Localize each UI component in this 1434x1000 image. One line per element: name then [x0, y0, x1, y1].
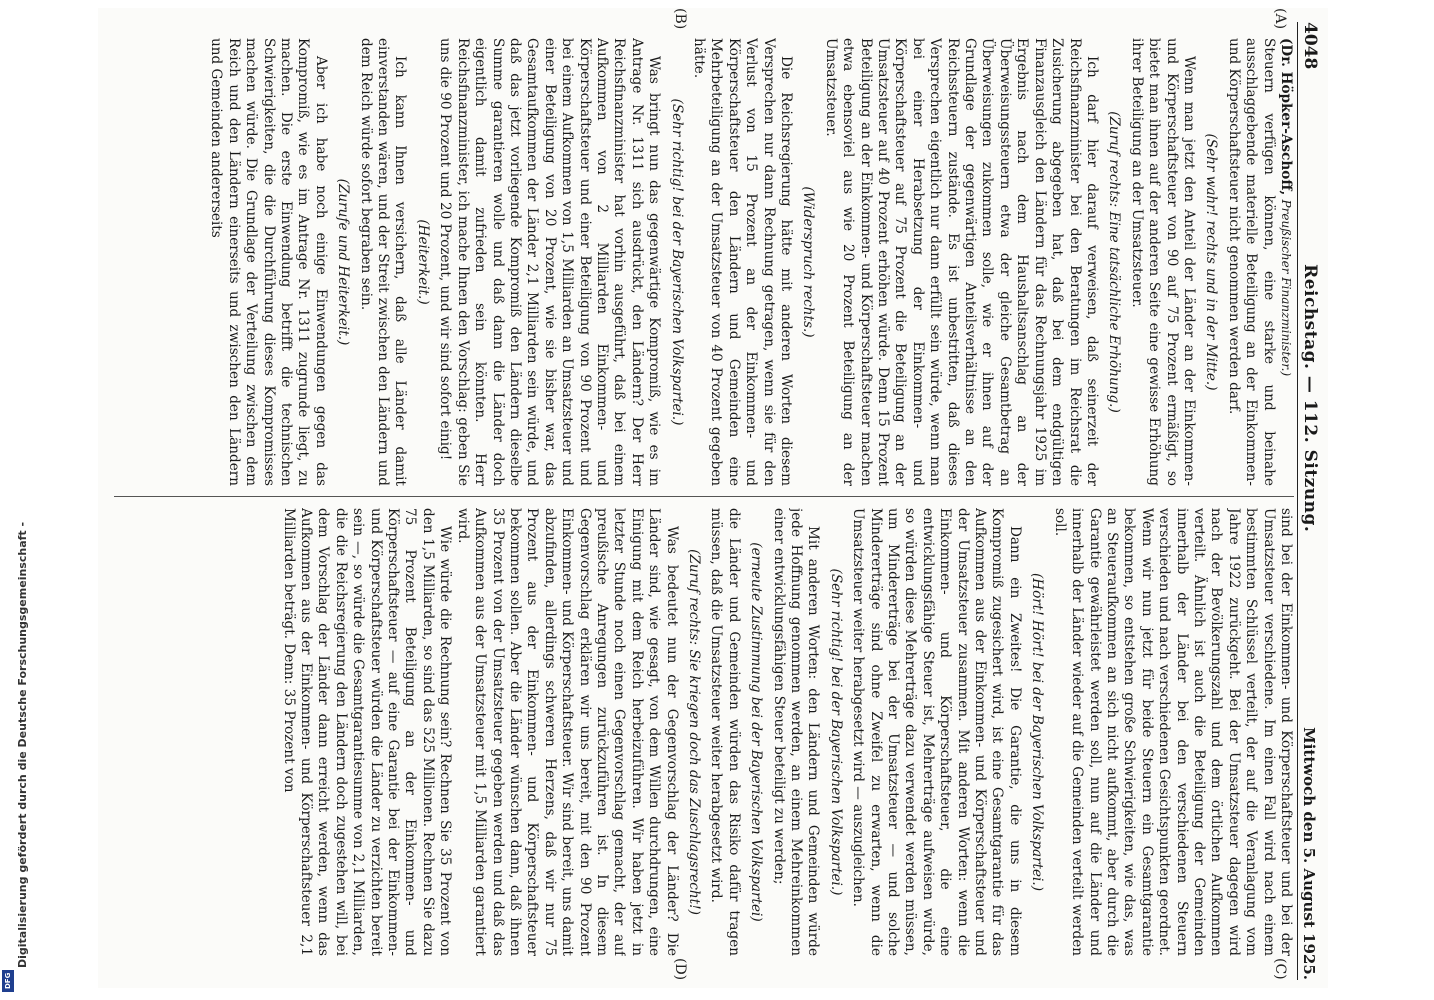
left-column	[114, 38, 1294, 486]
paragraph: Ich kann Ihnen versichern, daß alle Länder damit einverstanden wären, und der Streit zwischen den Ländern und dem Reich würde sofort begraben sein.	[357, 38, 409, 486]
paragraph: Mit anderen Worten: den Ländern und Gemeinden würde jede Hoffnung genommen werden, an einem Mehreinkommen einer entwicklungsfähigen Steuer beteiligt zu werden;	[770, 508, 822, 956]
margin-mark-b: (B)	[672, 8, 688, 30]
interjection: (Zuruf rechts: Sie kriegen doch das Zuschlagsrecht!)	[686, 549, 702, 915]
speaker-name: (Dr. Höpker-Aschoff,	[1278, 38, 1294, 196]
dfg-logo-icon: DFG	[2, 970, 14, 992]
interjection: (Sehr richtig! bei der Bayerischen Volkspartei.)	[668, 98, 685, 426]
session-date: Mittwoch den 5. August 1925.	[1300, 727, 1318, 980]
paragraph: Die Reichsregierung hätte mit anderen Worten diesem Versprechen nur dann Rechnung getragen, wenn sie für den Verlust von 15 Prozent an der Einkommen- und Körperschaftsteuer den Ländern und Gemeinden eine Mehrbeteiligung an der Umsatzsteuer von 40 Prozent gegeben hätte.	[691, 38, 795, 486]
column-divider	[114, 496, 1294, 497]
paragraph: Wie würde die Rechnung sein? Rechnen Sie 35 Prozent von den 1,5 Milliarden, so sind das 525 Millionen. Rechnen Sie dazu 75 Prozent Beteiligung an der Einkommen- und Körperschaftsteuer — auf eine Garantie bei der Einkommen- und Körperschaftsteuer würden die Länder zu verzichten bereit sein —, so würde die Gesamtgarantiesumme von 2,1 Milliarden, die die Reichsregierung den Ländern doch zugestehen will, bei dem Vorschlag der Länder dann erreicht werden, wenn das Aufkommen aus der Einkommen- und Körperschaftsteuer 2,1 Milliarden beträgt. Denn: 35 Prozent von	[280, 508, 454, 956]
right-column	[114, 508, 1294, 956]
dfg-footer	[0, 0, 29, 1000]
interjection: (erneute Zustimmung bei der Bayerischen Volkspartei)	[748, 542, 765, 922]
interjection: (Widerspruch rechts.)	[800, 186, 817, 338]
interjection: (Heiterkeit.)	[414, 219, 431, 305]
page-number: 4048	[1300, 22, 1320, 70]
paragraph: Ich darf hier darauf verweisen, daß seinerzeit der Reichsfinanzminister bei den Beratungen im Reichsrat die Zusicherung abgegeben hat, daß bei dem endgültigen Finanzausgleich den Ländern für das Rechnungsjahr 1925 im Ergebnis nach dem Haushaltsanschlag an der Überweisungssteuern etwa der gleiche Gesamtbetrag an Überweisungen zukommen solle, wie er ihnen auf der Grundlage der gegenwärtigen Anteilsverhältnisse an den Reichssteuern zustände. Es ist unbestritten, daß dieses Versprechen eigentlich nur dann erfüllt sein würde, wenn man bei einer Herabsetzung der Einkommen- und Körperschaftsteuer auf 75 Prozent die Beteiligung an der Umsatzsteuer auf 40 Prozent erhöhen würde. Denn 15 Prozent Beteiligung an der Einkommen- und Körperschaftsteuer machen etwa ebensoviel aus wie 20 Prozent Beteiligung an der Umsatzsteuer.	[822, 38, 1100, 486]
speaker-role: Preußischer Finanzminister.)	[1279, 199, 1293, 377]
dfg-credit: Digitalisierung gefördert durch die Deutsche Forschungsgemeinschaft -	[16, 521, 29, 968]
paragraph: Aber ich habe noch einige Einwendungen gegen das Kompromiß, wie es im Antrage Nr. 1311 zugrunde liegt, zu machen. Die erste Einwendung betrifft die technischen Schwierigkeiten, die die Durchführung dieses Kompromisses machen würde. Die Grundlage der Verteilung zwischen dem Reich und den Ländern einerseits und zwischen den Ländern und Gemeinden andererseits	[208, 38, 329, 486]
document-page	[98, 8, 1328, 988]
paragraph: sind bei der Einkommen- und Körperschaftsteuer und bei der Umsatzsteuer verschiedene. Im einen Fall wird nach einem bestimmten Schlüssel verteilt, der auf die Veranlagung vom Jahre 1922 zurückgeht. Bei der Umsatzsteuer dagegen wird nach der Bevölkerungszahl und dem örtlichen Aufkommen verteilt. Ähnlich ist auch die Beteiligung der Gemeinden innerhalb der Länder bei den verschiedenen Steuern verschieden und nach verschiedenen Gesichtspunkten geordnet. Wenn wir nun jetzt für beide Steuern ein Gesamtgarantie bekommen, so entstehen große Schwierigkeiten, wie das, was an Steueraufkommen an sich nicht aufkommt, aber durch die Garantie gewährleistet werden soll, nun auf die Länder und innerhalb der Länder wieder auf die Gemeinden verteilt werden soll.	[1051, 508, 1294, 956]
paragraph: Was bringt nun das gegenwärtige Kompromiß, wie es im Antrage Nr. 1311 sich ausdrückt, den Ländern? Der Herr Reichsfinanzminister hat vorhin ausgeführt, daß bei einem Aufkommen von 2 Milliarden Einkommen- und Körperschaftsteuer und einer Beteiligung von 90 Prozent und bei einem Aufkommen von 1,5 Milliarden an Umsatzsteuer und einer Beteiligung von 20 Prozent, wie sie bisher war, das Gesamtaufkommen der Länder 2,1 Milliarden sein würde, und daß das jetzt vorliegende Kompromiß den Ländern dieselbe Summe garantieren wolle und daß dann die Länder doch eigentlich damit zufrieden sein könnten. Herr Reichsfinanzminister, ich mache Ihnen den Vorschlag: geben Sie uns die 90 Prozent und 20 Prozent, und wir sind sofort einig!	[437, 38, 663, 486]
margin-mark-c: (C)	[1272, 958, 1288, 980]
interjection: (Hört! Hört! bei der Bayerischen Volkspartei.)	[1029, 572, 1046, 892]
interjection: (Sehr richtig! bei der Bayerischen Volkspartei.)	[827, 568, 844, 896]
paragraph: Was bedeutet nun der Gegenvorschlag der Länder? Die Länder sind, wie gesagt, von dem Willen durchdrungen, eine Einigung mit dem Reich herbeizuführen. Wir haben jetzt in letzter Stunde noch einen Gegenvorschlag gemacht, der auf preußische Anregungen zurückzuführen ist. In diesem Gegenvorschlag erklären wir uns bereit, mit den 90 Prozent Einkommen- und Körperschaftsteuer. Wir sind bereit, uns damit abzufinden, allerdings schweren Herzens, daß wir nur 75 Prozent aus der Einkommen- und Körperschaftsteuer bekommen sollen. Aber die Länder wünschen dann, daß ihnen 35 Prozent von der Umsatzsteuer gegeben werden und daß das Aufkommen aus der Umsatzsteuer mit 1,5 Milliarden garantiert wird.	[454, 508, 680, 956]
paragraph: Dann ein Zweites! Die Garantie, die uns in diesem Kompromiß zugesichert wird, ist eine Gesamtgarantie für das Aufkommen aus der Einkommen- und Körperschaftsteuer und der Umsatzsteuer zusammen. Mit anderen Worten: wenn die Einkommen- und Körperschaftsteuer, die eine entwicklungsfähige Steuer ist, Mehrerträge aufweisen würde, so würden diese Mehrerträge dazu verwendet werden müssen, um Mindererträge bei der Umsatzsteuer — und solche Mindererträge sind ohne Zweifel zu erwarten, wenn die Umsatzsteuer weiter herabgesetzt wird — auszugleichen.	[850, 508, 1023, 956]
speaker-line	[1277, 38, 1294, 486]
paragraph: Wenn man jetzt den Anteil der Länder an der Einkommen- und Körperschaftsteuer von 90 auf 75 Prozent ermäßigt, so bietet man ihnen auf der anderen Seite eine gewisse Erhöhung ihrer Beteiligung an der Umsatzsteuer.	[1128, 38, 1197, 486]
interjection: (Sehr wahr! rechts und in der Mitte.)	[1203, 133, 1220, 391]
paragraph: Steuern verfügen können, eine starke und beinahe ausschlaggebende materielle Beteiligung an der Einkommen- und Körperschaftsteuer nicht genommen werden darf.	[1225, 38, 1277, 486]
interjection: (Zurufe und Heiterkeit.)	[335, 178, 352, 346]
interjection: (Zuruf rechts: Eine tatsächliche Erhöhung.)	[1106, 111, 1123, 413]
page-header	[1297, 22, 1328, 980]
margin-mark-a: (A)	[1272, 8, 1288, 30]
paragraph: die Länder und Gemeinden würden das Risiko dafür tragen müssen, daß die Umsatzsteuer weiter herabgesetzt wird.	[708, 508, 742, 956]
session-title: Reichstag. — 112. Sitzung.	[1300, 264, 1320, 533]
margin-mark-d: (D)	[672, 958, 688, 981]
